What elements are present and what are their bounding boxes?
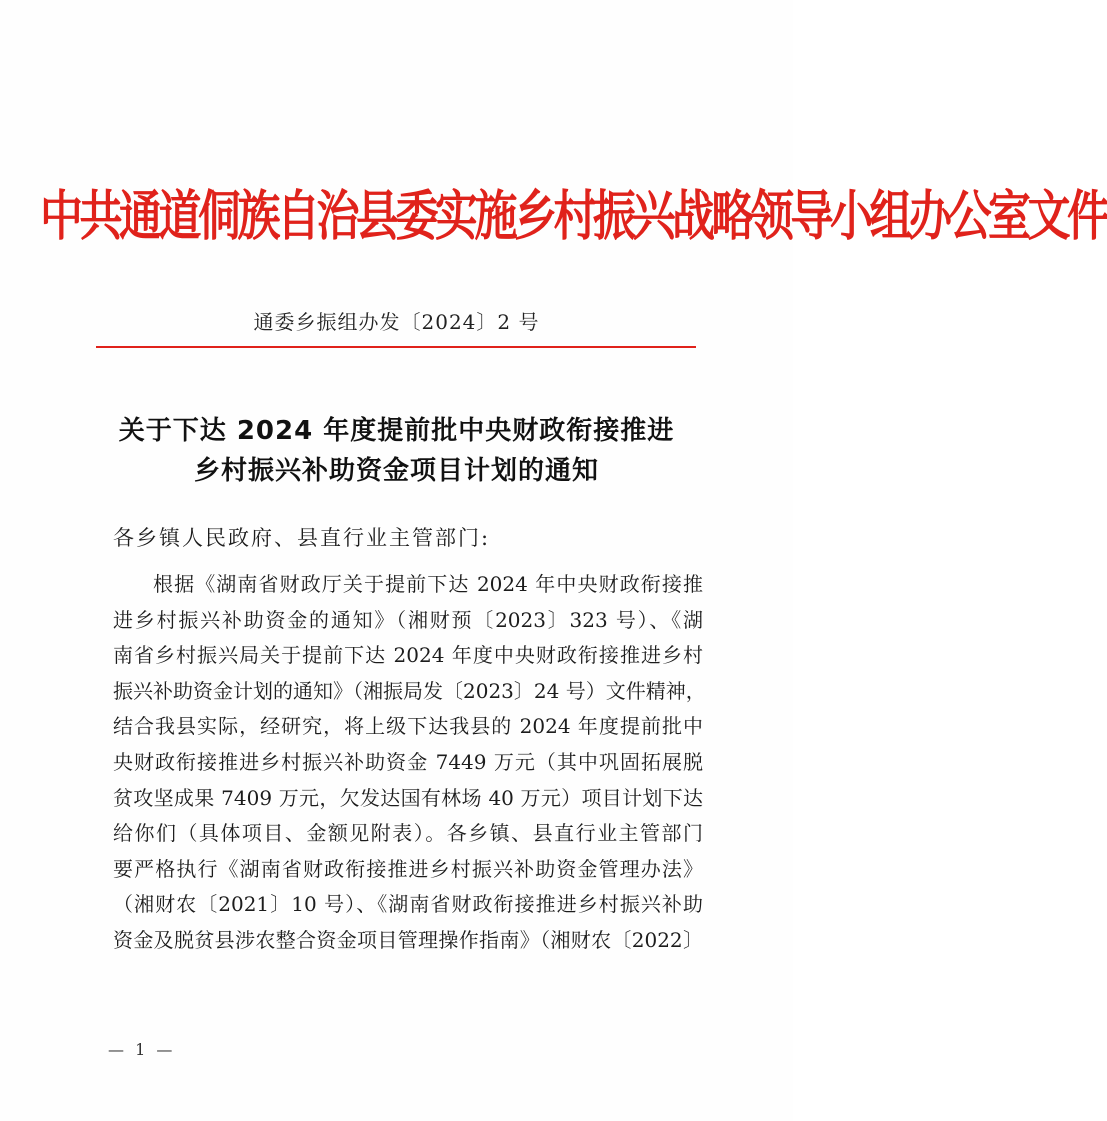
red-masthead-title: 中共通道侗族自治县委实施乡村振兴战略领导小组办公室文件 [40,185,1107,248]
page-number: — 1 — [108,1040,176,1059]
body-line: 要严格执行《湖南省财政衔接推进乡村振兴补助资金管理办法》 [113,856,703,881]
body-line: 资金及脱贫县涉农整合资金项目管理操作指南》（湘财农〔2022〕 [113,927,703,952]
notice-title [80,411,713,491]
body-line: （湘财农〔2021〕10 号）、《湖南省财政衔接推进乡村振兴补助 [113,892,703,917]
body-line: 给你们（具体项目、金额见附表）。各乡镇、县直行业主管部门 [113,821,703,846]
salutation: 各乡镇人民政府、县直行业主管部门: [113,526,491,550]
notice-title-line-1: 关于下达 2024 年度提前批中央财政衔接推进 [118,416,675,446]
notice-title-line-2: 乡村振兴补助资金项目计划的通知 [193,456,599,486]
body-line: 南省乡村振兴局关于提前下达 2024 年度中央财政衔接推进乡村 [113,643,703,668]
document-number: 通委乡振组办发〔2024〕2 号 [253,310,540,334]
red-separator-line [96,346,696,348]
body-line: 央财政衔接推进乡村振兴补助资金 7449 万元（其中巩固拓展脱 [113,749,703,774]
body-line: 根据《湖南省财政厅关于提前下达 2024 年中央财政衔接推 [153,572,703,596]
body-line: 结合我县实际，经研究，将上级下达我县的 2024 年度提前批中 [113,714,703,739]
body-line: 进乡村振兴补助资金的通知》（湘财预〔2023〕323 号）、《湖 [113,607,703,632]
body-text [113,567,706,959]
body-line: 贫攻坚成果 7409 万元，欠发达国有林场 40 万元）项目计划下达 [113,785,703,810]
body-line: 振兴补助资金计划的通知》（湘振局发〔2023〕24 号）文件精神， [113,678,706,703]
